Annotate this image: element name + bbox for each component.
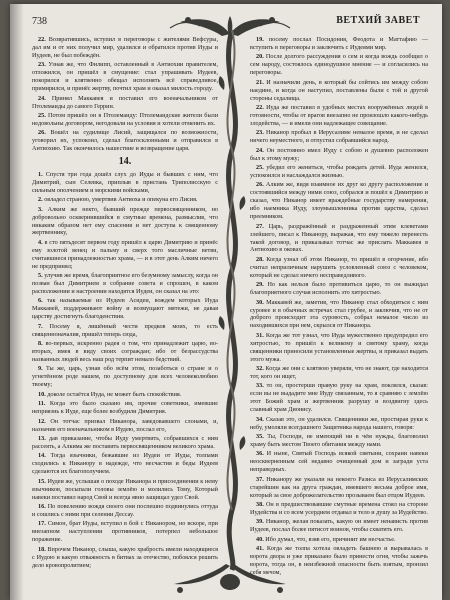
- verse-number: 40.: [256, 535, 266, 543]
- verse-text: После долгого рассуждения о сем и когда вождь сообщил о сем народу, состоялось единодушное мнение — и согласились на переговоры.: [250, 53, 428, 77]
- verse-text: Когда же толпа хотела овладеть башнею и вырывалась в ворота двора и уже приказано было принести огня, чтобы зажечь ворота, тогда он, в неизбежной опасности быть взятым, пронзил себя мечом,: [250, 545, 428, 577]
- verse-paragraph: [32, 61, 218, 93]
- verse-number: 3.: [38, 205, 48, 213]
- verse-text: во-первых, искренно радея о том, что принадлежит царю, во-вторых, имея в виду своих сограждан; ибо от безрассудства названных людей весь наш род терпит немало бедствий.: [32, 340, 218, 364]
- verse-paragraph: [250, 433, 428, 449]
- verse-text: Когда узнал об этом Никанор, то пришёл в огорчение, ибо считал неприличным нарушить условленный союз с человеком, который не сделал ничего несправедливого.: [250, 255, 428, 279]
- verse-paragraph: [32, 365, 218, 389]
- chapter-number: 14.: [118, 156, 132, 168]
- verse-paragraph: [250, 501, 428, 517]
- verse-number: 31.: [256, 331, 266, 339]
- verse-number: 8.: [38, 340, 46, 348]
- verse-text: убедил его жениться, чтобы рождать детей. Иуда женился, успокоился и наслаждался жизнью.: [250, 164, 428, 179]
- verse-text: Потом пришёл он в Птолемаиду: Птолемаидские жители были недовольны договором, негодовали на условия и хотели отменить их.: [32, 111, 218, 127]
- verse-text: Никанор пробыл в Иерусалиме немалое время, и не сделал ничего неуместного, и отпустил собравшийся народ.: [250, 129, 429, 145]
- verse-number: 17.: [38, 520, 48, 528]
- verse-text: По повелению вождя своего они поспешно подвинулись оттуда и сошлись с ними при селении Дессау.: [32, 502, 218, 518]
- verse-paragraph: [250, 223, 428, 255]
- verse-number: 20.: [256, 53, 266, 61]
- verse-paragraph: [250, 281, 428, 297]
- verse-text: овладел страною, умертвив Антиоха и опекуна его Лисия.: [44, 196, 198, 204]
- verse-paragraph: [32, 171, 218, 195]
- verse-number: 34.: [256, 415, 266, 423]
- verse-number: 18.: [38, 545, 48, 553]
- verse-paragraph: [250, 416, 428, 432]
- page-number: 738: [32, 16, 47, 27]
- verse-number: 35.: [256, 433, 268, 441]
- verse-text: Царь, раздражённый и раздраженный этим клеветами злейшего, писал к Никанору, выражая, что ему тяжело перенесть такой договор, и приказывал тотчас же прислать Маккавея в Антиохию в оковах.: [250, 222, 428, 254]
- verse-paragraph: [32, 520, 218, 544]
- verse-text: И назначили день, в который бы сойтись им между собою наедине, и когда он наступил, поставлены были с той и другой стороны седалища.: [250, 78, 429, 102]
- verse-text: И ныне, Святый Господь всякой святыни, сохрани навеки неоскверненным сей недавно очищенный дом и загради уста неправедных.: [250, 450, 428, 474]
- verse-text: доколе остаётся Иуда, не может быть спокойствия.: [47, 390, 182, 398]
- right-paragraphs: [250, 36, 428, 577]
- verse-number: 11.: [38, 400, 50, 408]
- verse-number: 7.: [38, 322, 50, 330]
- verse-number: 30.: [256, 298, 267, 306]
- verse-text: Он в предшествовавшие смутные времена стоял на стороне Иудейства и со всем усердием отдавал и тело и душу за Иудейство.: [250, 501, 428, 516]
- verse-number: 25.: [38, 111, 48, 119]
- verse-paragraph: [32, 418, 218, 434]
- verse-paragraph: [250, 476, 428, 500]
- verse-paragraph: [250, 450, 428, 474]
- verse-number: 2.: [38, 196, 45, 204]
- verse-paragraph: [32, 435, 218, 451]
- verse-paragraph: [32, 112, 218, 128]
- page-header: [10, 12, 442, 30]
- verse-number: 41.: [256, 545, 267, 553]
- verse-number: 23.: [256, 129, 267, 137]
- verse-text: Вошёл на судилище Лисий, защищался по возможности, уговорил их, успокоил, сделал благосклонными и отправился в Антиохию. Так окончилось нашествие и возвращение царя.: [32, 129, 219, 153]
- verse-text: Сказав это, он удалился. Священники же, простирая руки к небу, умоляли всегдашнего Защитника народа нашего, говоря:: [250, 415, 429, 431]
- verse-paragraph: [32, 452, 218, 476]
- verse-text: Когда это было сказано им, прочие советники, имевшие неприязнь к Иуде, еще более возбудили Димитрия.: [32, 400, 218, 416]
- verse-text: Симон, брат Иуды, вступил в бой с Никанором, но вскоре, при внезапном наступлении противников, потерпел небольшое поражение.: [32, 520, 218, 544]
- verse-text: Он постоянно имел Иуду с собою и душевно расположен был к этому мужу;: [250, 146, 429, 162]
- left-text-column: [32, 36, 219, 569]
- verse-number: 32.: [256, 365, 266, 373]
- verse-paragraph: [32, 297, 218, 321]
- verse-paragraph: [32, 323, 218, 339]
- verse-number: 26.: [38, 129, 51, 137]
- verse-text: в сто пятьдесят первом году пришёл к царю Димитрию и принёс ему золотой венец и пальму и сверх того масличные ветви, считавшиеся принадлежностью храма, — и в этот день Алким ничего не предпринял;: [32, 238, 219, 270]
- verse-text: Иудеи же, услышав о походе Никанора и присоединении к нему язычников, посыпали головы землёю и молились Тому, Который навеки поставил народ Свой и всегда явно защищал удел Свой.: [32, 477, 219, 501]
- verse-text: Иуда же поставил в удобных местах вооружённых людей в готовности, чтобы от врагов внезапно не произошло какого-нибудь злодейства, — и имели они надлежащее совещание.: [250, 104, 429, 127]
- verse-number: 9.: [38, 365, 46, 373]
- verse-text: Когда же тот узнал, что Иуда мужественно предупредил его хитростью, то пришёл к великому и святому храму, когда священники приносили установленные жертвы, и приказал выдать этого мужа.: [250, 331, 428, 363]
- verse-text: Посему я, лишённый чести предков моих, то есть священноначалия, пришёл теперь сюда,: [32, 322, 218, 338]
- verse-paragraph: [250, 36, 428, 52]
- verse-paragraph: [32, 503, 218, 519]
- verse-paragraph: [32, 95, 218, 111]
- verse-text: Алким же, видя взаимное их друг ко другу расположение и состоявшийся между ними союз, собрался и пошёл к Димитрию и сказал, что Никанор имеет враждебные государству намерения, ибо наемника Иуду, злоумышленника против царства, сделал преемником.: [250, 181, 429, 221]
- verse-paragraph: [32, 36, 218, 60]
- vine-scroll-divider-icon: [214, 30, 250, 570]
- verse-paragraph: [32, 478, 218, 502]
- verse-paragraph: [250, 518, 428, 534]
- verse-text: Когда же они с клятвою уверяли, что не знают, где находится тот, кого он ищет,: [250, 365, 428, 380]
- verse-number: 38.: [256, 501, 266, 509]
- verse-text: посему послал Посидония, Феодота и Маттафию — вступить в переговоры и заключить с Иудеями мир.: [250, 36, 429, 51]
- verse-paragraph: [250, 332, 428, 364]
- verse-number: 13.: [38, 434, 49, 442]
- page-spine-shadow: [10, 4, 24, 600]
- verse-paragraph: [250, 299, 428, 331]
- verse-paragraph: [32, 340, 218, 364]
- verse-number: 23.: [38, 61, 49, 69]
- verse-text: Но как нельзя было противиться царю, то он выжидал благоприятного случая исполнить это хитростью.: [250, 281, 429, 297]
- verse-text: Ты же, царь, узнав обо всём этом, позаботься о стране и о угнетённом роде нашем, по доступному для всех человеколюбию твоему;: [32, 365, 219, 389]
- left-paragraphs-chapter: [32, 171, 218, 570]
- verse-number: 27.: [256, 222, 269, 230]
- left-paragraphs-top: [32, 36, 218, 153]
- verse-paragraph: [32, 206, 218, 238]
- verse-text: Никанору же указали на некоего Разиса из Иерусалимских старейшин как на друга граждан, имевшего весьма доброе имя, который за свое доброжелательство прозываем был отцом Иудеев.: [250, 475, 428, 499]
- verse-number: 14.: [38, 452, 51, 460]
- verse-paragraph: [250, 104, 428, 128]
- verse-number: 39.: [256, 518, 266, 526]
- verse-number: 24.: [256, 146, 267, 154]
- verse-number: 28.: [256, 255, 267, 263]
- verse-number: 29.: [256, 281, 268, 289]
- verse-paragraph: [32, 400, 218, 416]
- verse-number: 15.: [38, 477, 48, 485]
- running-title: ВЕТХИЙ ЗАВЕТ: [336, 15, 420, 26]
- verse-text: Спустя три года дошёл слух до Иуды и бывших с ним, что Димитрий, сын Селевка, приплыв в пристань Триполисскую с сильным ополчением и морскими войсками,: [32, 170, 219, 194]
- verse-number: 22.: [38, 36, 49, 43]
- verse-paragraph: [32, 391, 218, 399]
- verse-paragraph: [250, 181, 428, 221]
- verse-number: 12.: [38, 417, 51, 425]
- verse-text: Алким же некто, бывший прежде первосвященником, но добровольно осквернившийся в смутные времена, размыслив, что никаким образом нет ему спасения и нет доступа к священному жертвеннику,: [32, 205, 218, 237]
- verse-text: Ибо думал, что, взяв его, причинит им несчастье.: [265, 535, 396, 543]
- verse-paragraph: [250, 256, 428, 280]
- verse-paragraph: [32, 272, 218, 296]
- verse-number: 36.: [256, 450, 267, 458]
- verse-number: 6.: [38, 297, 47, 305]
- verse-text: так называемые из Иудеев Асидеи, вождем которых Иуда Маккавей, поддерживают войну и возмущают мятежи, не давая царству достигнуть благоденствия.: [32, 297, 218, 321]
- verse-number: 22.: [256, 104, 267, 111]
- verse-paragraph: [250, 79, 428, 103]
- right-text-column: [250, 36, 429, 577]
- verse-number: 4.: [38, 238, 45, 246]
- verse-paragraph: [32, 196, 218, 204]
- verse-number: 5.: [38, 272, 45, 280]
- verse-number: 24.: [38, 94, 52, 102]
- verse-paragraph: [32, 239, 218, 271]
- verse-text: Он тотчас призвал Никанора, заведовавшего слонами, и, назначив его военачальником в Иудею, послал его,: [32, 417, 219, 433]
- verse-paragraph: [250, 164, 428, 180]
- verse-number: 37.: [256, 475, 267, 483]
- verse-paragraph: [250, 365, 428, 381]
- verse-text: Впрочем Никанор, слыша, какую храбрость имели находящиеся с Иудою и какую отважность в битвах за отечество, побоялся решить дело кровопролитием;: [32, 545, 219, 569]
- verse-number: 33.: [256, 382, 267, 390]
- verse-paragraph: [250, 53, 428, 77]
- verse-paragraph: [250, 382, 428, 414]
- verse-text: улучив же время, благоприятное его безумному замыслу, когда он позван был Димитрием в собрание совета и спрошен, в каком расположении и настроении находятся Иудеи, он сказал на это:: [32, 272, 218, 296]
- verse-number: 25.: [256, 164, 267, 172]
- verse-number: 26.: [256, 181, 266, 189]
- verse-text: Узнав же, что Филипп, оставленный в Антиохии правителем, отложился, он пришёл в смущение: стал упрашивать Иудеев, покорился и клятвенно обещал исполнять всё справедливое, примирился, и принёс жертву, почтил храм и оказал милость городу.: [32, 61, 218, 93]
- verse-text: Никанор, желая показать, какую он имеет ненависть против Иудеев, послал более пятисот воинов, чтобы схватить его.: [250, 518, 429, 534]
- verse-number: 1.: [38, 170, 46, 178]
- verse-text: Тогда язычники, бежавшие из Иудеи от Иуды, толпами сходились к Никанору в надежде, что несчастия и беды Иудеев сделаются их благополучием.: [32, 452, 218, 476]
- verse-text: дав приказание, чтобы Иуду умертвить, собравшихся с ним рассеять, а Алкима же поставить первосвященником великого храма.: [32, 434, 218, 450]
- verse-paragraph: [250, 147, 428, 163]
- verse-text: Возвратившись, вступил в переговоры с жителями Вефсуры, дал им и от них получил мир, удалился и обратился против Иуды и Иудеев, не был побеждён.: [32, 36, 219, 59]
- verse-text: то он, простерши правую руку на храм, поклялся, сказав: если вы не выдадите мне Иуду связанным, то я сравняю с землёю этот Божий храм и жертвенник разрушу и воздвигну здесь славный храм Дионису.: [250, 382, 429, 414]
- verse-text: Маккавей же, заметив, что Никанор стал обходиться с ним суровее и в обычных встречах стал грубее, и заключив, что не от доброго происходит эта суровость, собрал немалое число из находившихся при нем, скрылся от Никанора.: [250, 298, 429, 330]
- verse-number: 16.: [38, 502, 48, 510]
- floral-footer-ornament-icon: [160, 562, 300, 596]
- verse-number: 10.: [38, 390, 48, 398]
- verse-text: Ты, Господи, не имеющий ни в чём нужды, благоволил храму быть местом Твоего обитания между нами.: [250, 433, 428, 448]
- verse-text: Принял Маккавея и поставил его военачальником от Птолемаиды до самого Геррин.: [32, 94, 219, 110]
- verse-paragraph: [250, 129, 428, 145]
- verse-paragraph: [32, 129, 218, 153]
- verse-paragraph: [250, 536, 428, 544]
- verse-number: 19.: [256, 36, 269, 43]
- verse-number: 21.: [256, 78, 267, 86]
- bible-page: [10, 4, 442, 600]
